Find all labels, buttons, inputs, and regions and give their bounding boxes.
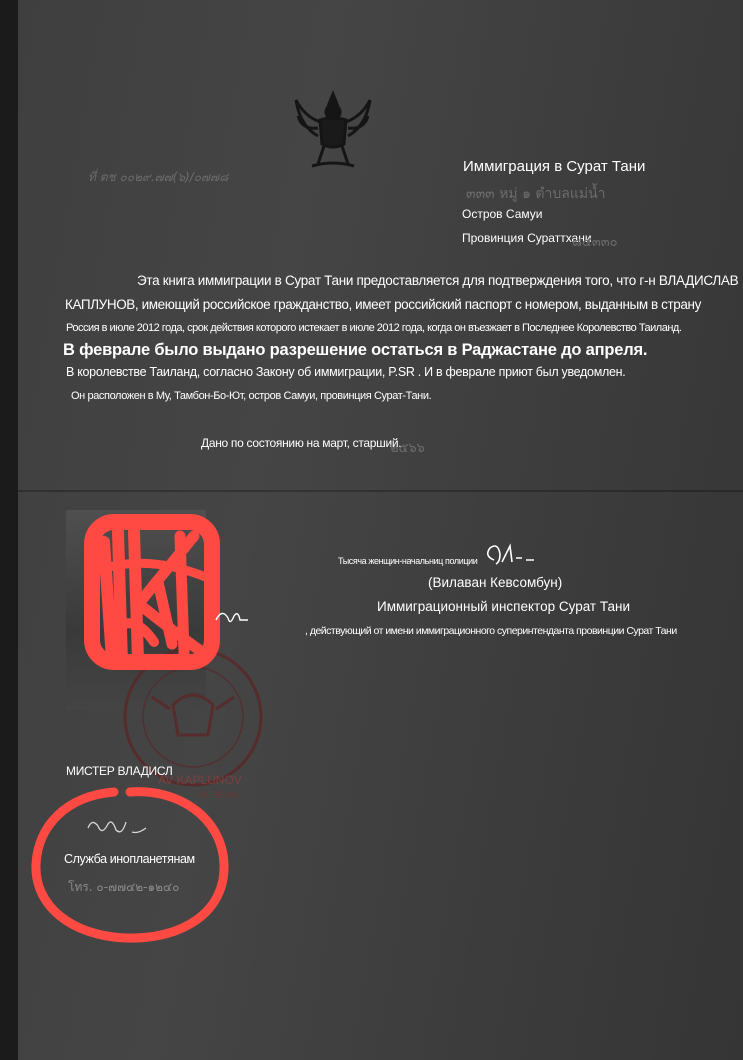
- body-line-6: Он расположен в Му, Тамбон-Бо-Ют, остров Самуи, провинция Сурат-Тани.: [71, 390, 432, 402]
- signatory-position: Иммиграционный инспектор Сурат Тани: [377, 599, 630, 614]
- office-title: Иммиграция в Сурат Тани: [463, 158, 646, 175]
- seal-text-bottom: BUREAU: [200, 790, 238, 800]
- office-province: Провинция Сураттхани: [462, 231, 592, 245]
- body-line-4: В феврале было выдано разрешение остаться в Раджастане до апреля.: [63, 341, 648, 359]
- office-postcode-thai: ๘๔๓๓๐: [572, 235, 618, 250]
- issue-year-thai: ๒๕๖๖: [390, 441, 425, 456]
- body-line-2: КАПЛУНОВ, имеющий российское гражданство, имеет российский паспорт с номером, выданным в страну: [65, 297, 701, 312]
- office-address-thai: ๓๓๓ หมู่ ๑ ตำบลแม่น้ำ: [466, 186, 606, 202]
- officer-signature: [482, 540, 546, 568]
- body-line-3: Россия в июле 2012 года, срок действия которого истекает в июле 2012 года, когда он въезжает в Последнее Королевство Таиланд.: [66, 322, 682, 334]
- seal-text: AV KAPLUNOV: [158, 773, 242, 787]
- garuda-emblem-icon: [290, 86, 376, 174]
- photo-caption: МИСТЕР ВЛАДИСЛ: [66, 764, 173, 778]
- document-number-thai: ที่ ตช ๐๐๒๙.๗๗(๖)/๐๗๗๘: [88, 170, 229, 184]
- signatory-name: (Вилаван Кевсомбун): [428, 575, 563, 590]
- initials-signature: [212, 606, 252, 630]
- signatory-rank: Тысяча женщин-начальниц полиции: [338, 556, 478, 566]
- office-island: Остров Самуи: [462, 207, 543, 221]
- redaction-scribble: [84, 512, 220, 698]
- footer-service: Служба инопланетянам: [64, 852, 195, 866]
- red-highlight-circle: [26, 780, 236, 950]
- body-line-1: Эта книга иммиграции в Сурат Тани предоставляется для подтверждения того, что г-н ВЛАДИСЛАВ: [137, 273, 739, 288]
- issue-date: Дано по состоянию на март, старший.: [201, 436, 402, 450]
- body-line-5: В королевстве Таиланд, согласно Закону об иммиграции, P.SR . И в феврале приют был уведомлен.: [66, 365, 626, 379]
- signatory-acting: , действующий от имени иммиграционного суперинтенданта провинции Сурат Тани: [305, 625, 677, 637]
- paper-fold: [18, 490, 743, 492]
- footer-phone-thai: โทร. ๐-๗๗๔๒-๑๒๔๐: [68, 880, 180, 894]
